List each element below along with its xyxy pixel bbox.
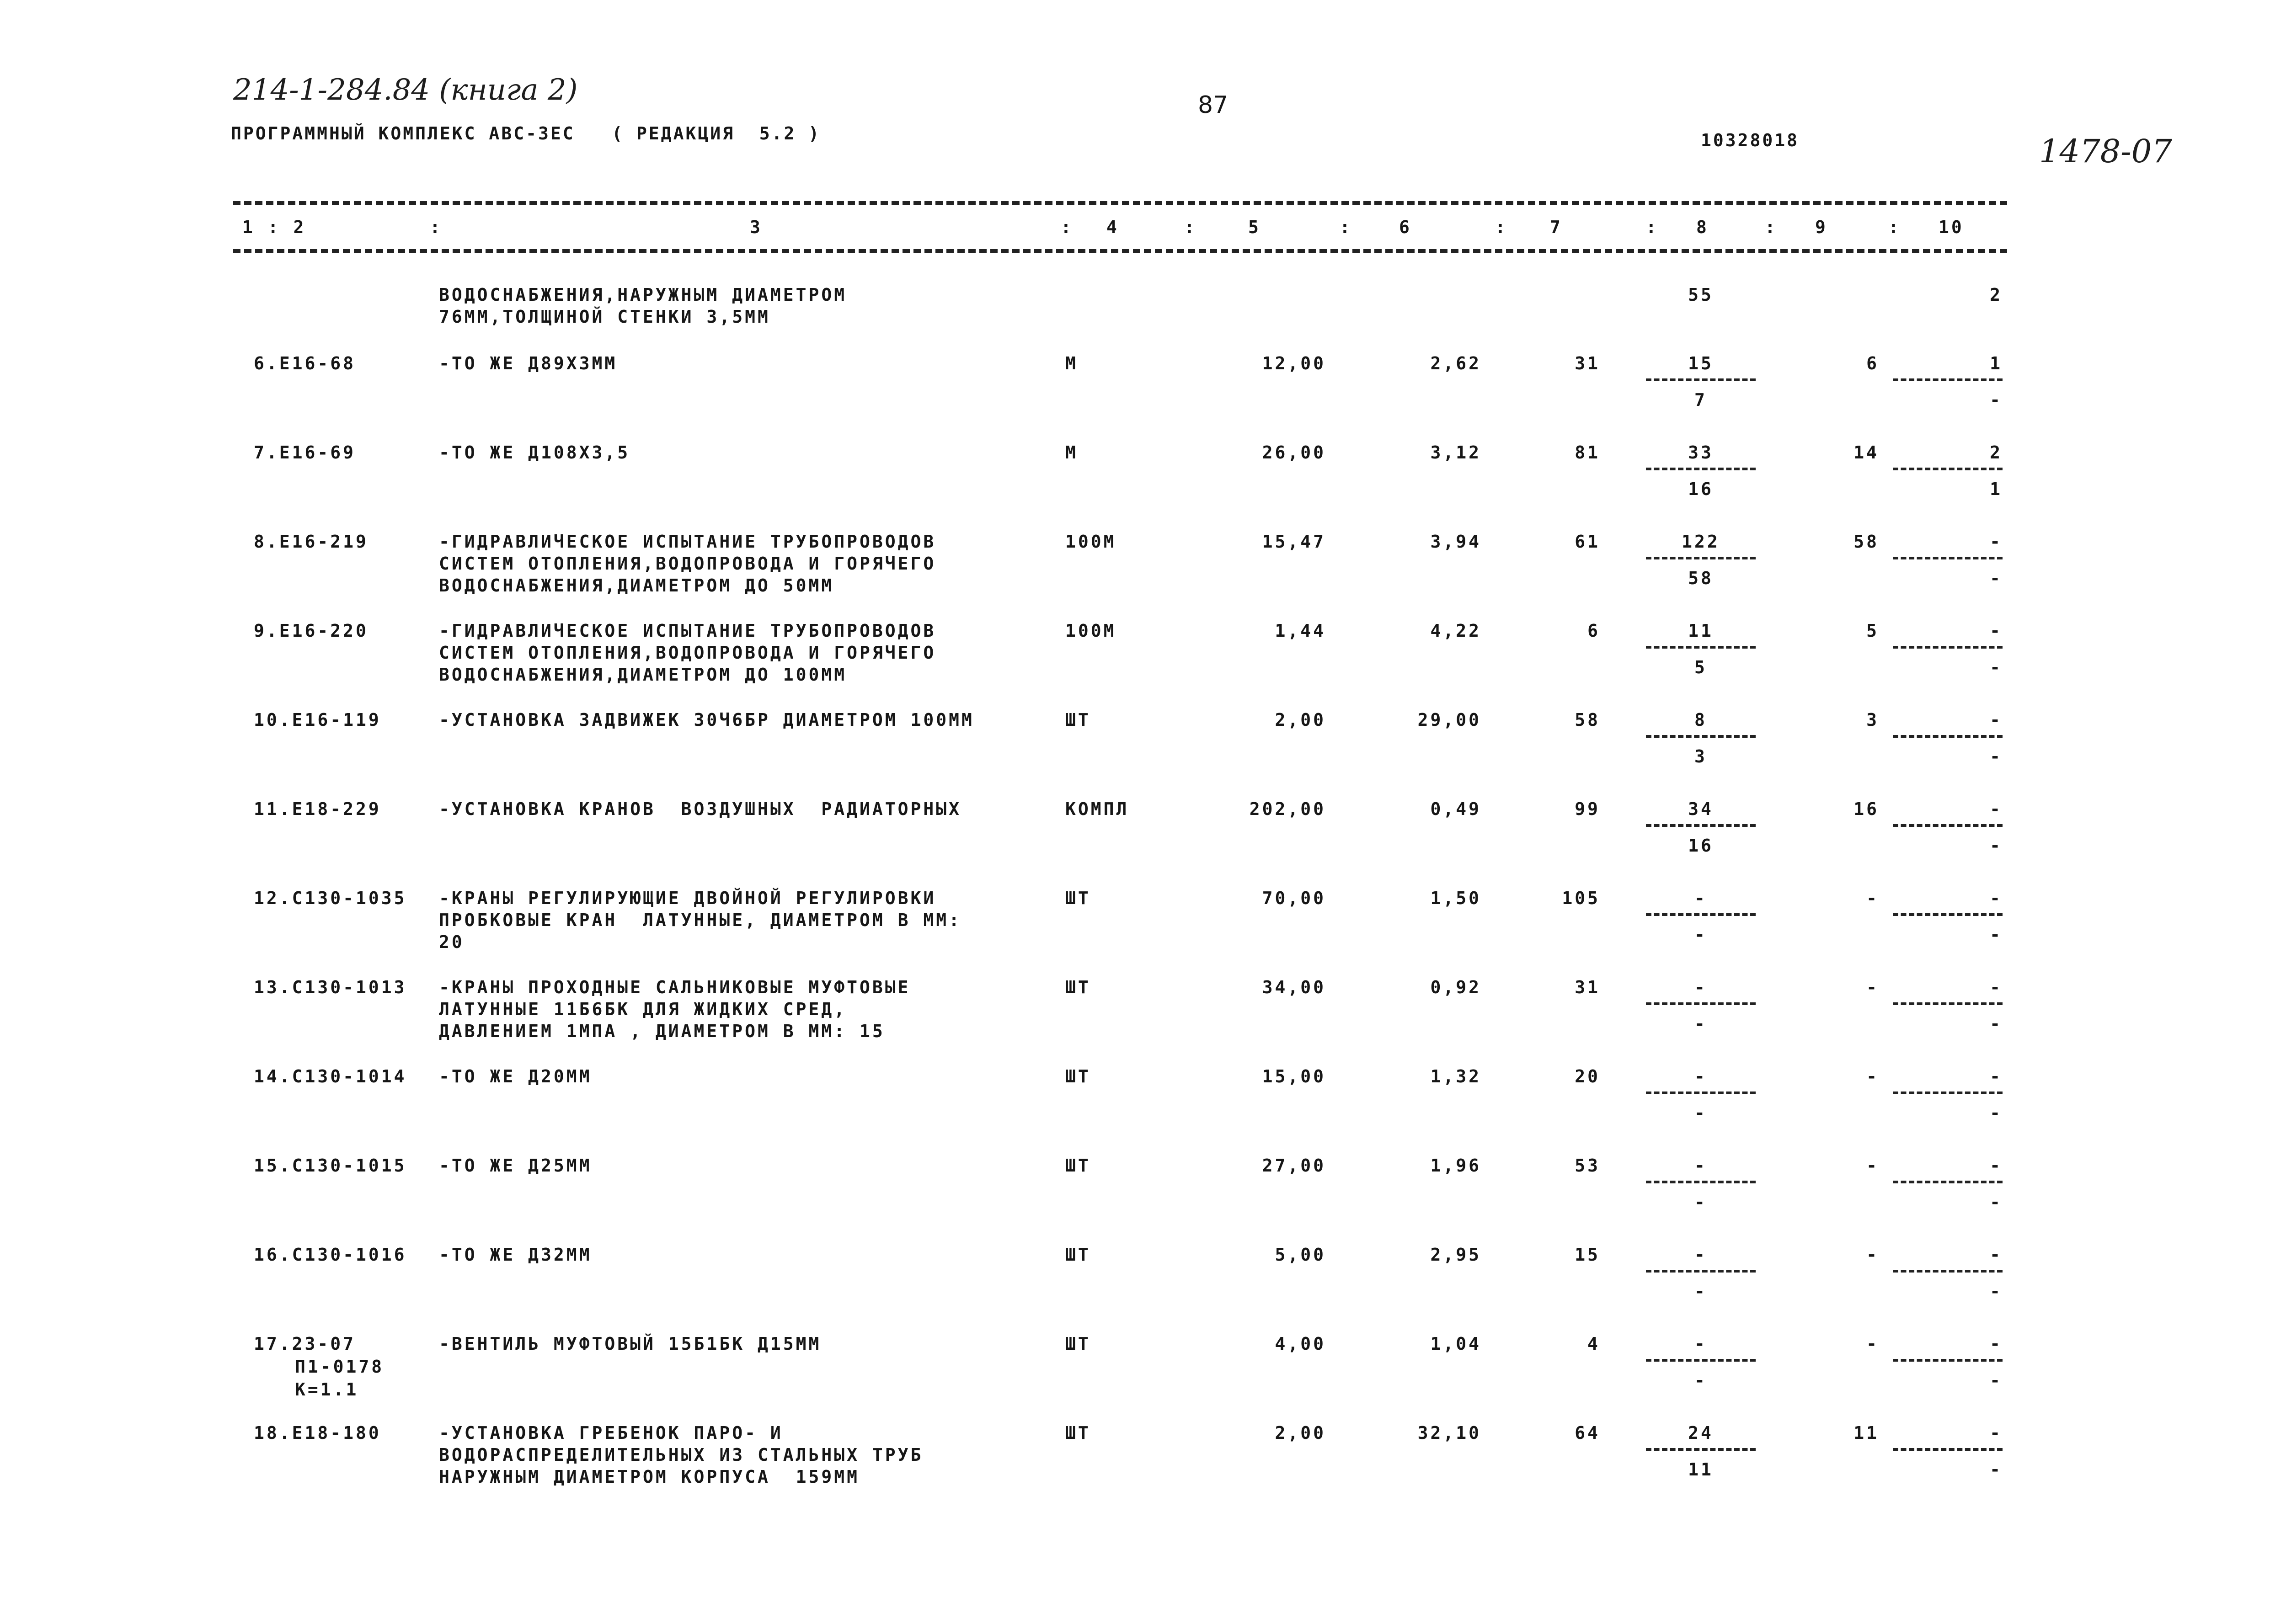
row-description-line: ВОДОРАСПРЕДЕЛИТЕЛЬНЫХ ИЗ СТАЛЬНЫХ ТРУБ <box>439 1445 924 1465</box>
row-unit-price: 1,50 <box>1430 888 1481 908</box>
row-column-8-divider <box>1646 824 1756 827</box>
row-id: 6.Е16-68 <box>254 353 356 373</box>
row-column-8-bottom: 11 <box>1688 1459 1714 1480</box>
column-header-3: 3 <box>750 217 763 237</box>
row-unit: КОМПЛ <box>1065 799 1129 819</box>
row-unit-price: 3,94 <box>1430 532 1481 552</box>
row-column-8-divider <box>1646 1092 1756 1094</box>
row-column-8-bottom: - <box>1694 1014 1707 1034</box>
row-column-8-divider <box>1646 735 1756 738</box>
row-column-10-divider <box>1893 1359 2003 1362</box>
row-column-10-bottom: - <box>1990 1459 2003 1480</box>
column-separator: : <box>1495 217 1508 237</box>
row-column-10-bottom: - <box>1990 925 2003 945</box>
row-column-10-bottom: - <box>1990 568 2003 588</box>
row-column-9: 16 <box>1853 799 1879 819</box>
row-quantity: 5,00 <box>1275 1245 1326 1265</box>
row-column-10-divider <box>1893 1002 2003 1005</box>
row-quantity: 26,00 <box>1262 442 1326 463</box>
row-column-9: - <box>1866 1155 1879 1176</box>
row-column-10-bottom: - <box>1990 1281 2003 1301</box>
row-quantity: 34,00 <box>1262 977 1326 997</box>
row-description-line: ПРОБКОВЫЕ КРАН ЛАТУННЫЕ, ДИАМЕТРОМ В ММ: <box>439 910 961 930</box>
row-column-10-top: - <box>1990 888 2003 908</box>
row-column-7: 6 <box>1587 621 1600 641</box>
column-header-1-2: 1 : 2 <box>242 217 306 237</box>
column-separator: : <box>1061 217 1074 237</box>
row-unit-price: 0,49 <box>1430 799 1481 819</box>
row-id: 14.С130-1014 <box>254 1066 407 1086</box>
row-description-line: -ТО ЖЕ Д20ММ <box>439 1066 592 1086</box>
row-unit: ШТ <box>1065 1423 1091 1443</box>
row-column-8-top: 33 <box>1688 442 1714 463</box>
row-column-10-top: - <box>1990 1066 2003 1086</box>
row-unit: ШТ <box>1065 1334 1091 1354</box>
row-description-line: -ВЕНТИЛЬ МУФТОВЫЙ 15Б1БК Д15ММ <box>439 1334 822 1354</box>
row-quantity: 2,00 <box>1275 710 1326 730</box>
row-column-10-bottom: - <box>1990 1192 2003 1212</box>
row-quantity: 2,00 <box>1275 1423 1326 1443</box>
row-column-10-divider <box>1893 1448 2003 1451</box>
row-column-9: - <box>1866 888 1879 908</box>
row-column-8-top: 8 <box>1694 710 1707 730</box>
row-column-9: - <box>1866 1066 1879 1086</box>
row-column-10-bottom: - <box>1990 1014 2003 1034</box>
row-unit-price: 2,95 <box>1430 1245 1481 1265</box>
row-quantity: 15,47 <box>1262 532 1326 552</box>
row-id: 8.Е16-219 <box>254 532 369 552</box>
row-column-10-bottom: - <box>1990 836 2003 856</box>
row-unit-price: 29,00 <box>1417 710 1481 730</box>
row-column-10-top: - <box>1990 532 2003 552</box>
row-column-8-bottom: - <box>1694 1281 1707 1301</box>
row-description-line: СИСТЕМ ОТОПЛЕНИЯ,ВОДОПРОВОДА И ГОРЯЧЕГО <box>439 554 936 574</box>
row-column-8-top: 34 <box>1688 799 1714 819</box>
row-description-line: ВОДОСНАБЖЕНИЯ,НАРУЖНЫМ ДИАМЕТРОМ <box>439 285 847 305</box>
row-column-9: - <box>1866 1334 1879 1354</box>
row-description-line: ЛАТУННЫЕ 11Б6БК ДЛЯ ЖИДКИХ СРЕД, <box>439 999 847 1019</box>
row-column-9: - <box>1866 1245 1879 1265</box>
row-column-8-divider <box>1646 646 1756 649</box>
row-description-line: СИСТЕМ ОТОПЛЕНИЯ,ВОДОПРОВОДА И ГОРЯЧЕГО <box>439 643 936 663</box>
row-quantity: 70,00 <box>1262 888 1326 908</box>
row-column-7: 61 <box>1575 532 1600 552</box>
row-column-8-top: - <box>1694 1334 1707 1354</box>
row-column-8-top: 24 <box>1688 1423 1714 1443</box>
row-column-10-divider <box>1893 913 2003 916</box>
row-column-8-top: - <box>1694 1155 1707 1176</box>
row-quantity: 27,00 <box>1262 1155 1326 1176</box>
row-description-line: -КРАНЫ РЕГУЛИРУЮЩИЕ ДВОЙНОЙ РЕГУЛИРОВКИ <box>439 888 936 908</box>
row-coefficient: К=1.1 <box>295 1379 359 1400</box>
row-column-10-bottom: - <box>1990 746 2003 767</box>
row-column-10-divider <box>1893 378 2003 381</box>
row-quantity: 1,44 <box>1275 621 1326 641</box>
row-description-line: -ТО ЖЕ Д25ММ <box>439 1155 592 1176</box>
row-column-10-top: 1 <box>1990 353 2003 373</box>
row-column-10-bottom: - <box>1990 657 2003 677</box>
row-column-8-bottom: 16 <box>1688 479 1714 499</box>
row-description-line: -КРАНЫ ПРОХОДНЫЕ САЛЬНИКОВЫЕ МУФТОВЫЕ <box>439 977 911 997</box>
row-description-line: ДАВЛЕНИЕМ 1МПА , ДИАМЕТРОМ В ММ: 15 <box>439 1021 885 1041</box>
row-column-8-divider <box>1646 1448 1756 1451</box>
row-column-10-top: - <box>1990 710 2003 730</box>
row-column-8-divider <box>1646 1181 1756 1183</box>
row-column-10-divider <box>1893 646 2003 649</box>
row-column-10-top: - <box>1990 621 2003 641</box>
row-column-8-bottom: - <box>1694 1370 1707 1390</box>
row-column-10-divider <box>1893 735 2003 738</box>
row-unit-price: 32,10 <box>1417 1423 1481 1443</box>
column-separator: : <box>430 217 443 237</box>
row-unit-price: 4,22 <box>1430 621 1481 641</box>
row-column-7: 31 <box>1575 353 1600 373</box>
row-description-line: -УСТАНОВКА ГРЕБЕНОК ПАРО- И <box>439 1423 783 1443</box>
row-id: 10.Е16-119 <box>254 710 381 730</box>
row-column-10-divider <box>1893 824 2003 827</box>
row-column-10-divider <box>1893 1181 2003 1183</box>
row-column-8-divider <box>1646 378 1756 381</box>
row-column-8-top: 55 <box>1688 285 1714 305</box>
row-unit: ШТ <box>1065 888 1091 908</box>
row-column-9: 14 <box>1853 442 1879 463</box>
row-id: 16.С130-1016 <box>254 1245 407 1265</box>
row-column-8-bottom: - <box>1694 1103 1707 1123</box>
row-id: 12.С130-1035 <box>254 888 407 908</box>
row-column-7: 99 <box>1575 799 1600 819</box>
row-id: 7.Е16-69 <box>254 442 356 463</box>
row-description-line: ВОДОСНАБЖЕНИЯ,ДИАМЕТРОМ ДО 50ММ <box>439 575 834 596</box>
row-unit: 100М <box>1065 621 1116 641</box>
row-column-8-divider <box>1646 1002 1756 1005</box>
row-column-8-bottom: 16 <box>1688 836 1714 856</box>
row-column-8-top: 11 <box>1688 621 1714 641</box>
row-id: 15.С130-1015 <box>254 1155 407 1176</box>
row-quantity: 12,00 <box>1262 353 1326 373</box>
row-column-8-divider <box>1646 913 1756 916</box>
row-unit-price: 1,32 <box>1430 1066 1481 1086</box>
row-column-10-divider <box>1893 1270 2003 1273</box>
row-unit: М <box>1065 353 1078 373</box>
row-column-7: 31 <box>1575 977 1600 997</box>
row-column-8-bottom: 3 <box>1694 746 1707 767</box>
row-column-8-top: 122 <box>1682 532 1720 552</box>
column-separator: : <box>1646 217 1659 237</box>
row-column-10-divider <box>1893 1092 2003 1094</box>
row-column-8-divider <box>1646 557 1756 559</box>
row-column-9: 11 <box>1853 1423 1879 1443</box>
row-unit-price: 1,04 <box>1430 1334 1481 1354</box>
row-description-line: -УСТАНОВКА КРАНОВ ВОЗДУШНЫХ РАДИАТОРНЫХ <box>439 799 961 819</box>
row-id: 18.Е18-180 <box>254 1423 381 1443</box>
row-column-10-top: 2 <box>1990 442 2003 463</box>
row-description-line: ВОДОСНАБЖЕНИЯ,ДИАМЕТРОМ ДО 100ММ <box>439 665 847 685</box>
row-description-line: -ТО ЖЕ Д108Х3,5 <box>439 442 630 463</box>
row-id: 17.23-07 <box>254 1334 356 1354</box>
row-column-7: 20 <box>1575 1066 1600 1086</box>
row-column-7: 58 <box>1575 710 1600 730</box>
column-header-10: 10 <box>1939 217 1964 237</box>
row-column-8-divider <box>1646 1359 1756 1362</box>
row-column-7: 15 <box>1575 1245 1600 1265</box>
row-id: 13.С130-1013 <box>254 977 407 997</box>
row-column-8-bottom: 7 <box>1694 390 1707 410</box>
column-header-9: 9 <box>1815 217 1828 237</box>
column-header-8: 8 <box>1696 217 1709 237</box>
row-column-10-top: - <box>1990 1245 2003 1265</box>
row-unit-price: 1,96 <box>1430 1155 1481 1176</box>
row-column-9: 3 <box>1866 710 1879 730</box>
row-column-9: - <box>1866 977 1879 997</box>
row-unit: ШТ <box>1065 710 1091 730</box>
row-column-8-bottom: 58 <box>1688 568 1714 588</box>
row-column-9: 58 <box>1853 532 1879 552</box>
row-unit: 100М <box>1065 532 1116 552</box>
column-header-5: 5 <box>1248 217 1261 237</box>
row-column-7: 81 <box>1575 442 1600 463</box>
row-id: 9.Е16-220 <box>254 621 369 641</box>
row-unit: ШТ <box>1065 1155 1091 1176</box>
column-header-6: 6 <box>1399 217 1412 237</box>
row-column-8-divider <box>1646 468 1756 470</box>
column-separator: : <box>1765 217 1778 237</box>
row-unit: ШТ <box>1065 977 1091 997</box>
row-column-8-top: - <box>1694 1066 1707 1086</box>
row-description-line: -УСТАНОВКА ЗАДВИЖЕК 30Ч6БР ДИАМЕТРОМ 100ММ <box>439 710 974 730</box>
row-column-10-divider <box>1893 557 2003 559</box>
document-reference: 214-1-284.84 (книга 2) <box>233 73 578 107</box>
row-column-10-top: - <box>1990 1334 2003 1354</box>
row-unit-price: 2,62 <box>1430 353 1481 373</box>
program-line: ПРОГРАММНЫЙ КОМПЛЕКС АВС-3ЕС ( РЕДАКЦИЯ 5.2 ) <box>231 123 821 144</box>
row-column-8-top: 15 <box>1688 353 1714 373</box>
column-header-4: 4 <box>1106 217 1119 237</box>
row-description-line: -ГИДРАВЛИЧЕСКОЕ ИСПЫТАНИЕ ТРУБОПРОВОДОВ <box>439 621 936 641</box>
row-column-8-bottom: - <box>1694 1192 1707 1212</box>
row-column-10-bottom: 1 <box>1990 479 2003 499</box>
row-column-7: 53 <box>1575 1155 1600 1176</box>
row-column-8-divider <box>1646 1270 1756 1273</box>
sheet-mark: 1478-07 <box>2039 133 2172 170</box>
row-column-8-top: - <box>1694 977 1707 997</box>
row-column-7: 4 <box>1587 1334 1600 1354</box>
row-description-line: -ТО ЖЕ Д89Х3ММ <box>439 353 618 373</box>
document-code: 10328018 <box>1701 130 1800 150</box>
column-separator: : <box>1888 217 1901 237</box>
column-separator: : <box>1184 217 1197 237</box>
row-unit: ШТ <box>1065 1245 1091 1265</box>
row-column-7: 105 <box>1562 888 1600 908</box>
row-column-9: 5 <box>1866 621 1879 641</box>
row-unit-price: 3,12 <box>1430 442 1481 463</box>
row-column-8-top: - <box>1694 888 1707 908</box>
row-quantity: 202,00 <box>1249 799 1326 819</box>
row-quantity: 15,00 <box>1262 1066 1326 1086</box>
row-quantity: 4,00 <box>1275 1334 1326 1354</box>
row-unit-price: 0,92 <box>1430 977 1481 997</box>
row-column-9: 6 <box>1866 353 1879 373</box>
row-unit: ШТ <box>1065 1066 1091 1086</box>
row-column-10-top: - <box>1990 1423 2003 1443</box>
row-id-extra: П1-0178 <box>295 1357 385 1377</box>
row-description-line: -ГИДРАВЛИЧЕСКОЕ ИСПЫТАНИЕ ТРУБОПРОВОДОВ <box>439 532 936 552</box>
row-column-10-divider <box>1893 468 2003 470</box>
row-column-10-bottom: - <box>1990 1103 2003 1123</box>
row-description-line: -ТО ЖЕ Д32ММ <box>439 1245 592 1265</box>
column-header-7: 7 <box>1550 217 1563 237</box>
row-description-line: НАРУЖНЫМ ДИАМЕТРОМ КОРПУСА 159ММ <box>439 1467 860 1487</box>
row-column-10-top: - <box>1990 799 2003 819</box>
row-description-line: 20 <box>439 932 465 952</box>
page-number: 87 <box>1198 91 1228 119</box>
row-column-10-bottom: - <box>1990 390 2003 410</box>
header-rule-bottom <box>233 249 2007 253</box>
row-column-10-top: - <box>1990 977 2003 997</box>
row-column-8-bottom: - <box>1694 925 1707 945</box>
row-column-10-top: - <box>1990 1155 2003 1176</box>
row-id: 11.Е18-229 <box>254 799 381 819</box>
row-unit: М <box>1065 442 1078 463</box>
row-column-10-bottom: - <box>1990 1370 2003 1390</box>
row-column-8-bottom: 5 <box>1694 657 1707 677</box>
row-column-10-top: 2 <box>1990 285 2003 305</box>
column-separator: : <box>1340 217 1352 237</box>
header-rule-top <box>233 201 2007 205</box>
row-description-line: 76ММ,ТОЛЩИНОЙ СТЕНКИ 3,5ММ <box>439 307 770 327</box>
row-column-8-top: - <box>1694 1245 1707 1265</box>
row-column-7: 64 <box>1575 1423 1600 1443</box>
